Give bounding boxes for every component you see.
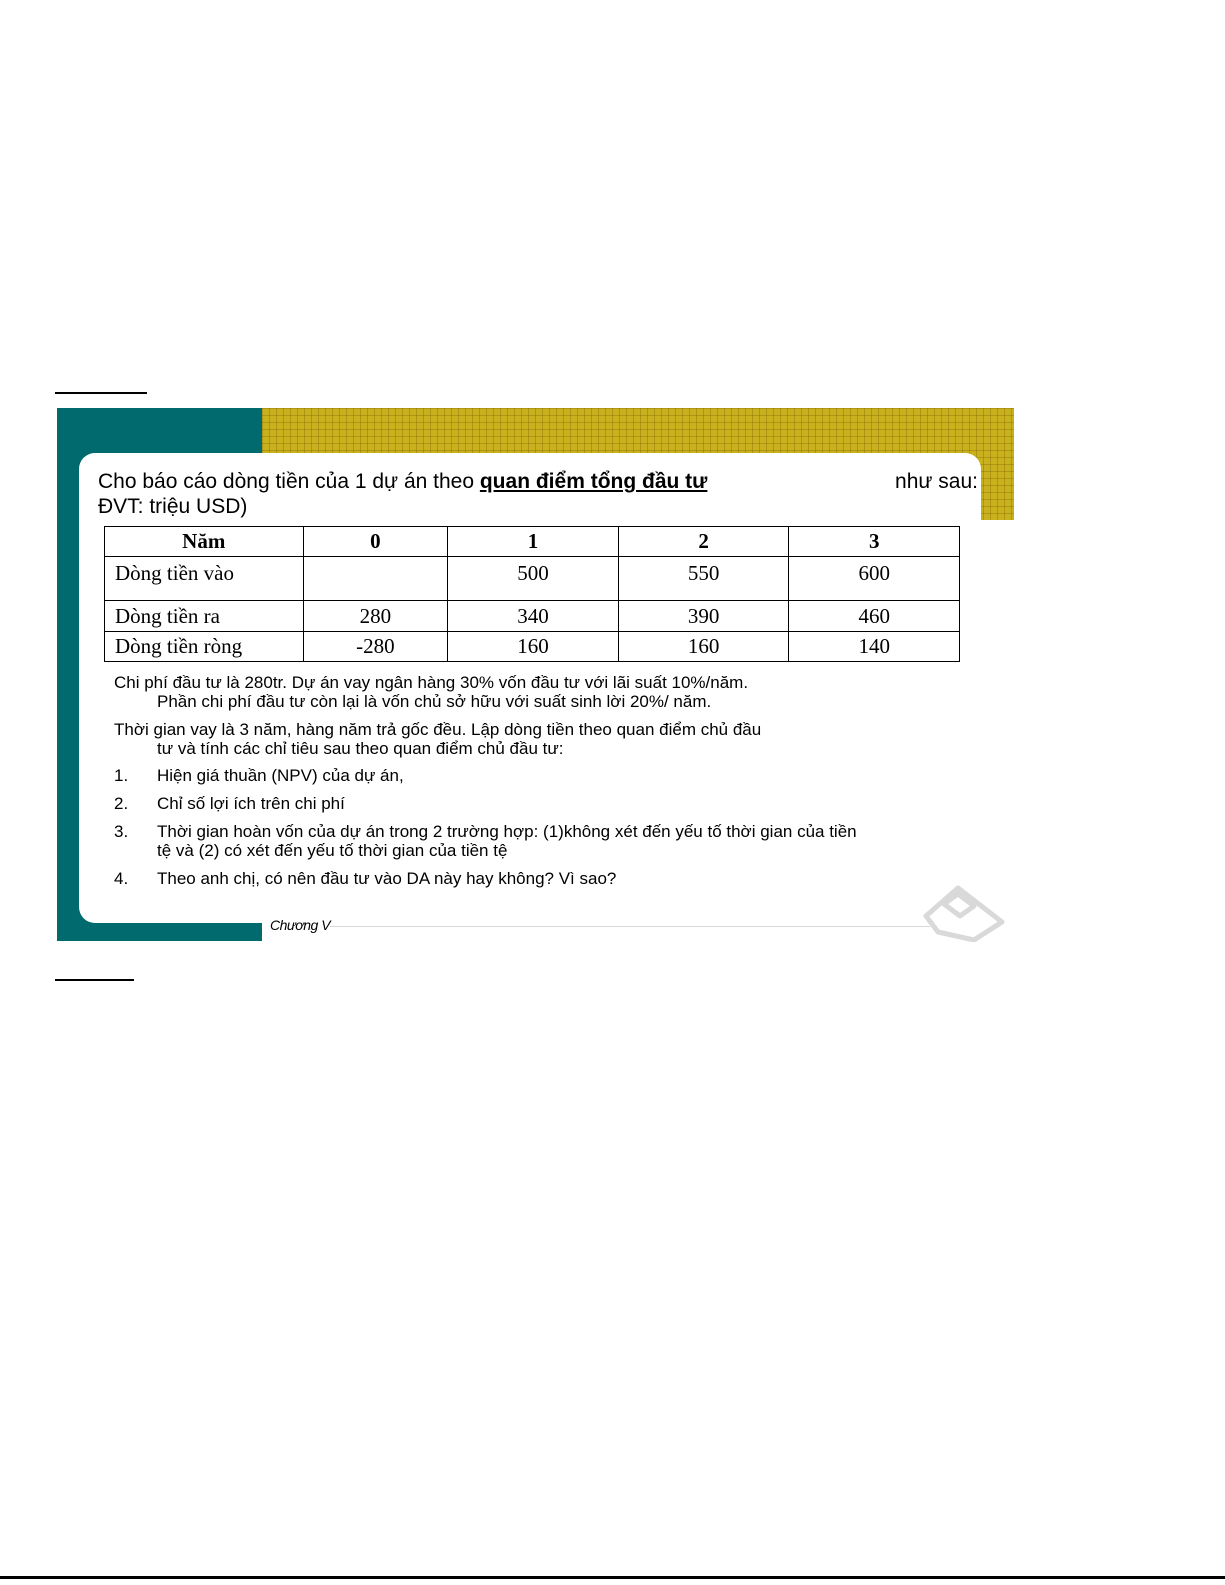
table-row <box>105 632 960 662</box>
table-cell: 280 <box>303 601 448 632</box>
paragraph-line: tư và tính các chỉ tiêu sau theo quan điểm chủ đầu tư: <box>157 739 564 758</box>
slide-headline <box>98 469 978 519</box>
table-cell: 550 <box>618 557 789 601</box>
top-rule <box>55 392 147 394</box>
list-text: Chỉ số lợi ích trên chi phí <box>157 794 345 813</box>
headline-tail: như sau: <box>895 470 978 493</box>
table-cell: -280 <box>303 632 448 662</box>
table-cell: 160 <box>448 632 619 662</box>
list-text: Theo anh chị, có nên đầu tư vào DA này hay không? Vì sao? <box>157 869 617 888</box>
table-header-cell: 1 <box>448 527 619 557</box>
list-text: Hiện giá thuần (NPV) của dự án, <box>157 766 404 785</box>
bottom-rule <box>0 1576 1225 1579</box>
cash-flow-table <box>104 526 960 662</box>
list-number: 4. <box>114 869 129 888</box>
table-cell: 390 <box>618 601 789 632</box>
row-label: Dòng tiền ròng <box>105 632 304 662</box>
list-item <box>114 822 934 860</box>
loan-paragraph <box>114 720 934 758</box>
table-header-cell: Năm <box>105 527 304 557</box>
row-label: Dòng tiền vào <box>105 557 304 601</box>
headline-lead: Cho báo cáo dòng tiền của 1 dự án theo <box>98 470 475 493</box>
table-row <box>105 557 960 601</box>
middle-rule <box>55 979 134 981</box>
footer-divider <box>330 926 930 927</box>
paragraph-line: Thời gian vay là 3 năm, hàng năm trả gốc đều. Lập dòng tiền theo quan điểm chủ đầu <box>114 720 762 739</box>
headline-emphasis: quan điểm tổng đầu tư <box>479 470 708 493</box>
table-header-cell: 2 <box>618 527 789 557</box>
question-list <box>114 766 934 897</box>
table-header-row <box>105 527 960 557</box>
table-cell: 460 <box>789 601 960 632</box>
table-header-cell: 0 <box>303 527 448 557</box>
table-cell: 500 <box>448 557 619 601</box>
list-item <box>114 766 934 785</box>
table-cell: 600 <box>789 557 960 601</box>
list-number: 2. <box>114 794 129 813</box>
list-number: 3. <box>114 822 129 841</box>
list-item <box>114 869 934 888</box>
table-row <box>105 601 960 632</box>
list-item <box>114 794 934 813</box>
table-cell: 140 <box>789 632 960 662</box>
table-header-cell: 3 <box>789 527 960 557</box>
table-cell: 340 <box>448 601 619 632</box>
chapter-footer: Chương V <box>270 917 331 933</box>
list-number: 1. <box>114 766 129 785</box>
investment-paragraph <box>114 673 934 711</box>
list-text: Thời gian hoàn vốn của dự án trong 2 trường hợp: (1)không xét đến yếu tố thời gian của tiền tệ và (2) có xét đến yếu tố thời gian của tiền tệ <box>157 822 857 860</box>
paragraph-line: Chi phí đầu tư là 280tr. Dự án vay ngân hàng 30% vốn đầu tư với lãi suất 10%/năm. <box>114 673 749 692</box>
row-label: Dòng tiền ra <box>105 601 304 632</box>
table-cell: 160 <box>618 632 789 662</box>
paragraph-line: Phần chi phí đầu tư còn lại là vốn chủ sở hữu với suất sinh lời 20%/ năm. <box>157 692 712 711</box>
unit-line: ĐVT: triệu USD) <box>98 495 248 518</box>
floppy-disk-icon <box>918 882 1008 942</box>
table-cell <box>303 557 448 601</box>
